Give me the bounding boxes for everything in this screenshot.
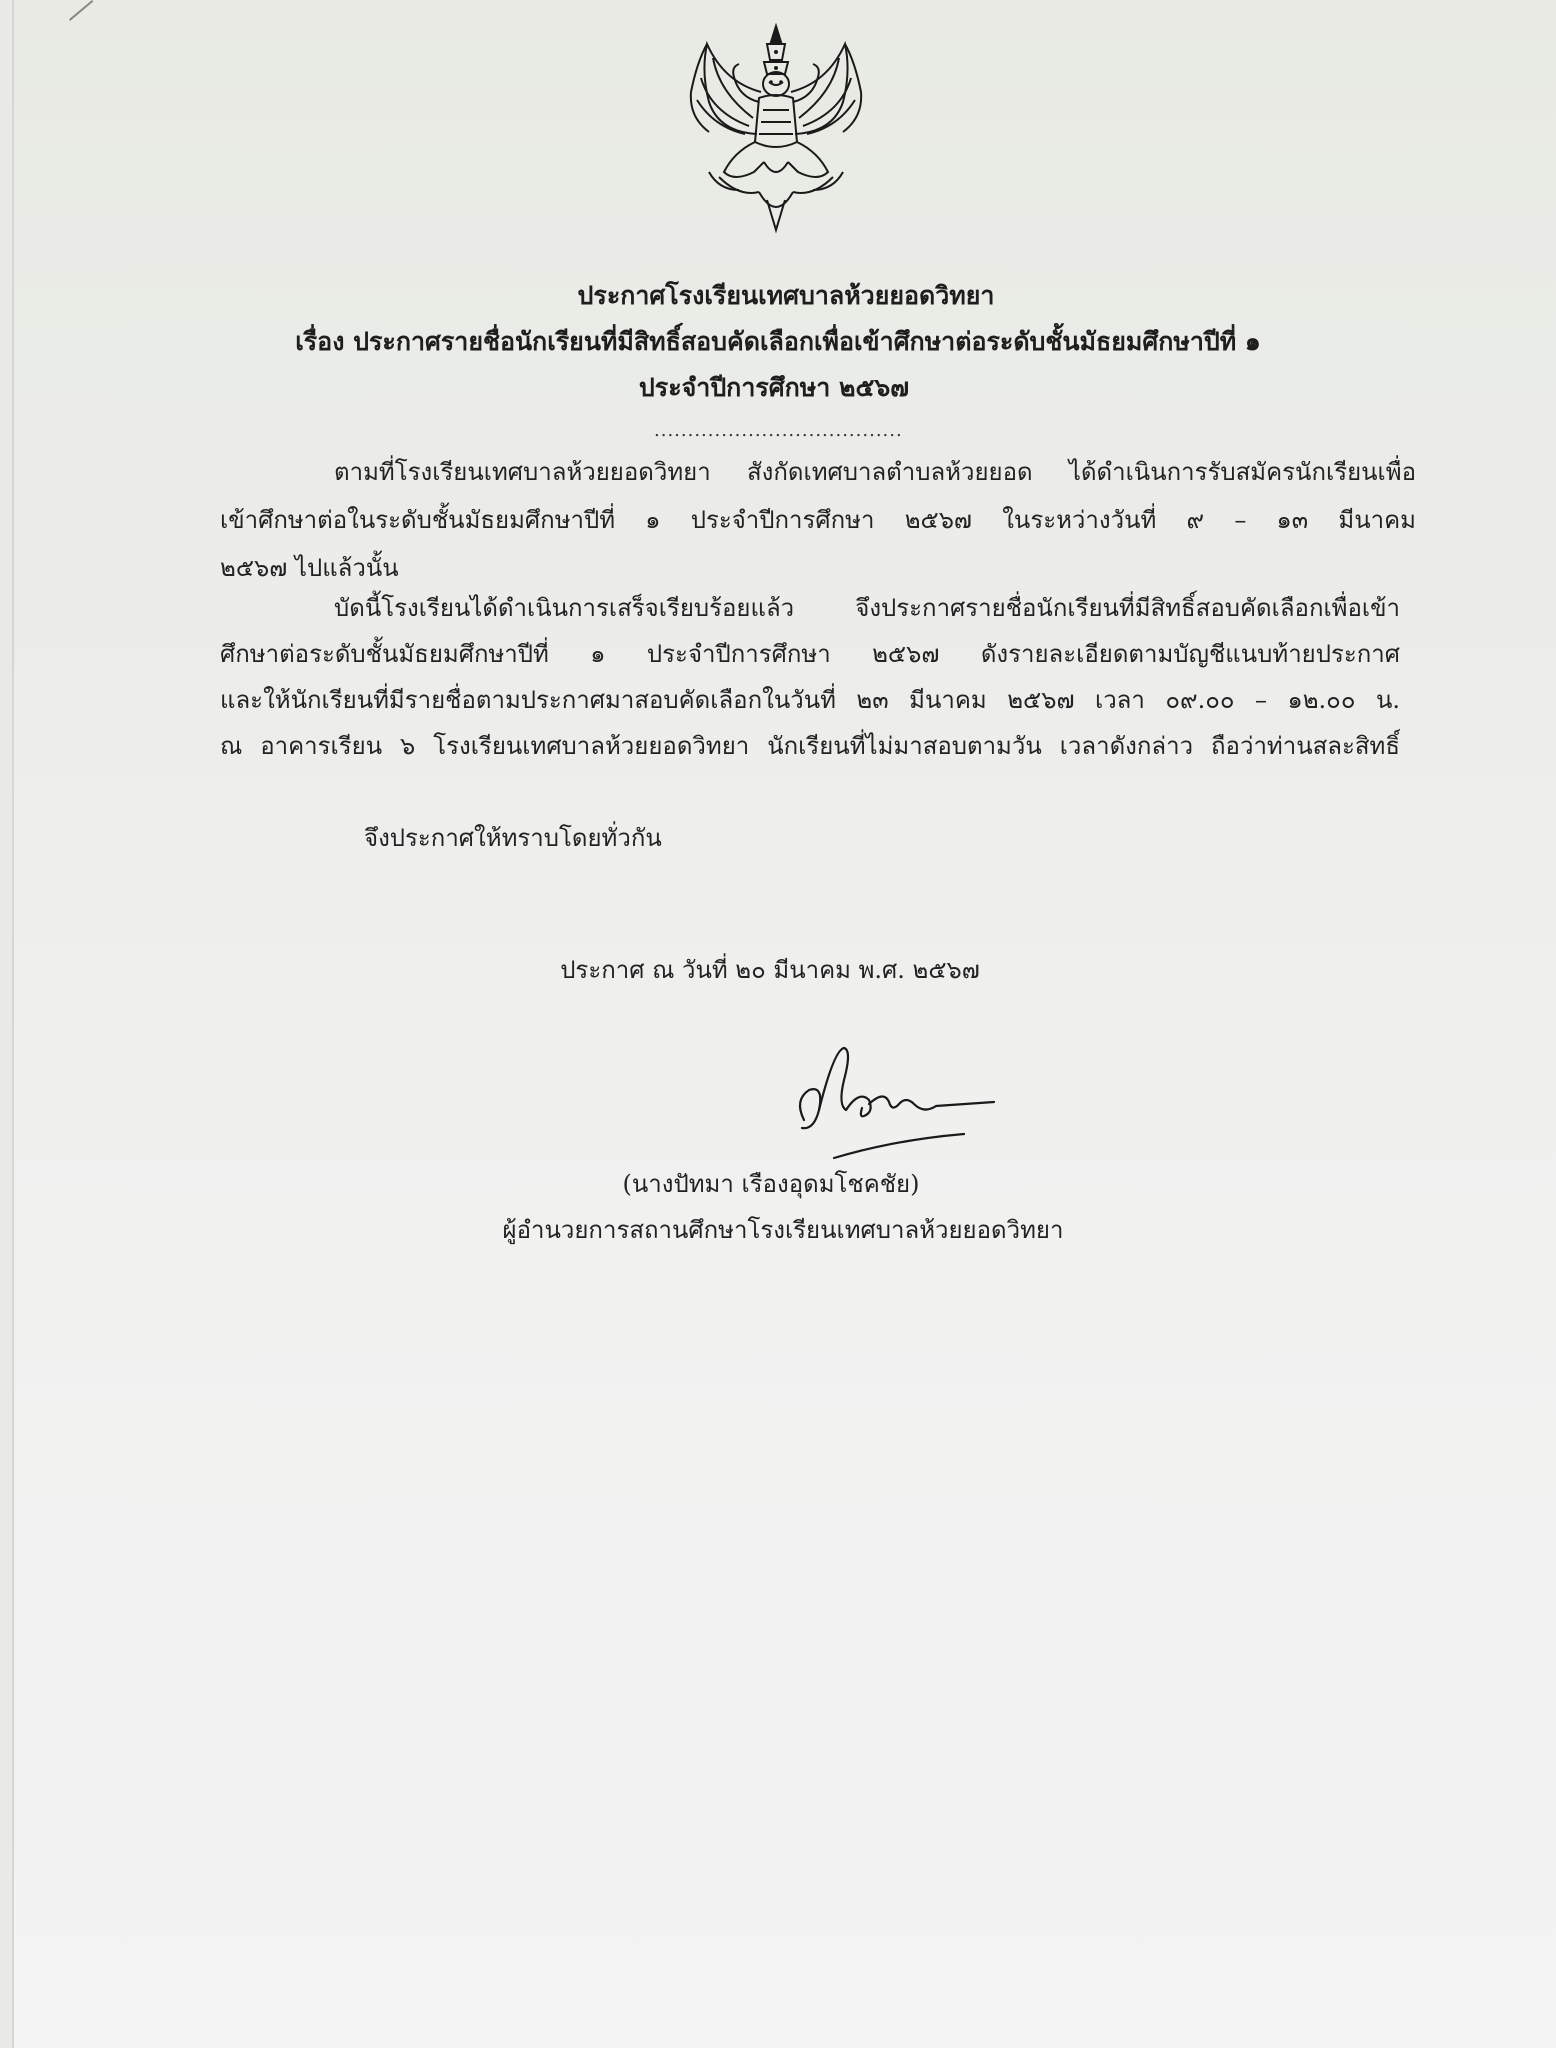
paragraph-2-line-4: ณ อาคารเรียน ๖ โรงเรียนเทศบาลห้วยยอดวิทยา นักเรียนที่ไม่มาสอบตามวัน เวลาดังกล่าว ถือว่าท่านสละสิทธิ์ (220, 732, 1400, 760)
closing-statement: จึงประกาศให้ทราบโดยทั่วกัน (364, 824, 662, 852)
title-separator: ..................................... (654, 420, 903, 441)
academic-year-line: ประจำปีการศึกษา ๒๕๖๗ (638, 373, 910, 402)
paragraph-1-line-2: เข้าศึกษาต่อในระดับชั้นมัธยมศึกษาปีที่ ๑ ประจำปีการศึกษา ๒๕๖๗ ในระหว่างวันที่ ๙ – ๑๓ มีนาคม (220, 506, 1416, 534)
signer-title: ผู้อำนวยการสถานศึกษาโรงเรียนเทศบาลห้วยยอดวิทยา (502, 1216, 1064, 1244)
paragraph-1-line-1: ตามที่โรงเรียนเทศบาลห้วยยอดวิทยา สังกัดเทศบาลตำบลห้วยยอด ได้ดำเนินการรับสมัครนักเรียนเพื่อ (334, 458, 1416, 486)
paragraph-1-line-3: ๒๕๖๗ ไปแล้วนั้น (220, 554, 399, 582)
garuda-emblem-icon (679, 22, 874, 234)
paragraph-2-line-3: และให้นักเรียนที่มีรายชื่อตามประกาศมาสอบคัดเลือกในวันที่ ๒๓ มีนาคม ๒๕๖๗ เวลา ๐๙.๐๐ – ๑๒.๐๐ น. (220, 686, 1400, 714)
paper-fold-mark (69, 0, 93, 21)
announcement-subject: เรื่อง ประกาศรายชื่อนักเรียนที่มีสิทธิ์สอบคัดเลือกเพื่อเข้าศึกษาต่อระดับชั้นมัธยมศึกษาปีที่ ๑ (295, 327, 1261, 356)
signer-name: (นางปัทมา เรืองอุดมโชคชัย) (622, 1170, 920, 1198)
paragraph-2-line-2: ศึกษาต่อระดับชั้นมัธยมศึกษาปีที่ ๑ ประจำปีการศึกษา ๒๕๖๗ ดังรายละเอียดตามบัญชีแนบท้ายประกาศ (220, 640, 1400, 668)
paragraph-2-line-1: บัดนี้โรงเรียนได้ดำเนินการเสร็จเรียบร้อยแล้ว จึงประกาศรายชื่อนักเรียนที่มีสิทธิ์สอบคัดเลือกเพื่อเข้า (334, 594, 1400, 622)
handwritten-signature (774, 1030, 1014, 1170)
announcement-date: ประกาศ ณ วันที่ ๒๐ มีนาคม พ.ศ. ๒๕๖๗ (560, 956, 980, 984)
announcement-title: ประกาศโรงเรียนเทศบาลห้วยยอดวิทยา (577, 281, 995, 310)
document-page (12, 0, 1556, 2048)
